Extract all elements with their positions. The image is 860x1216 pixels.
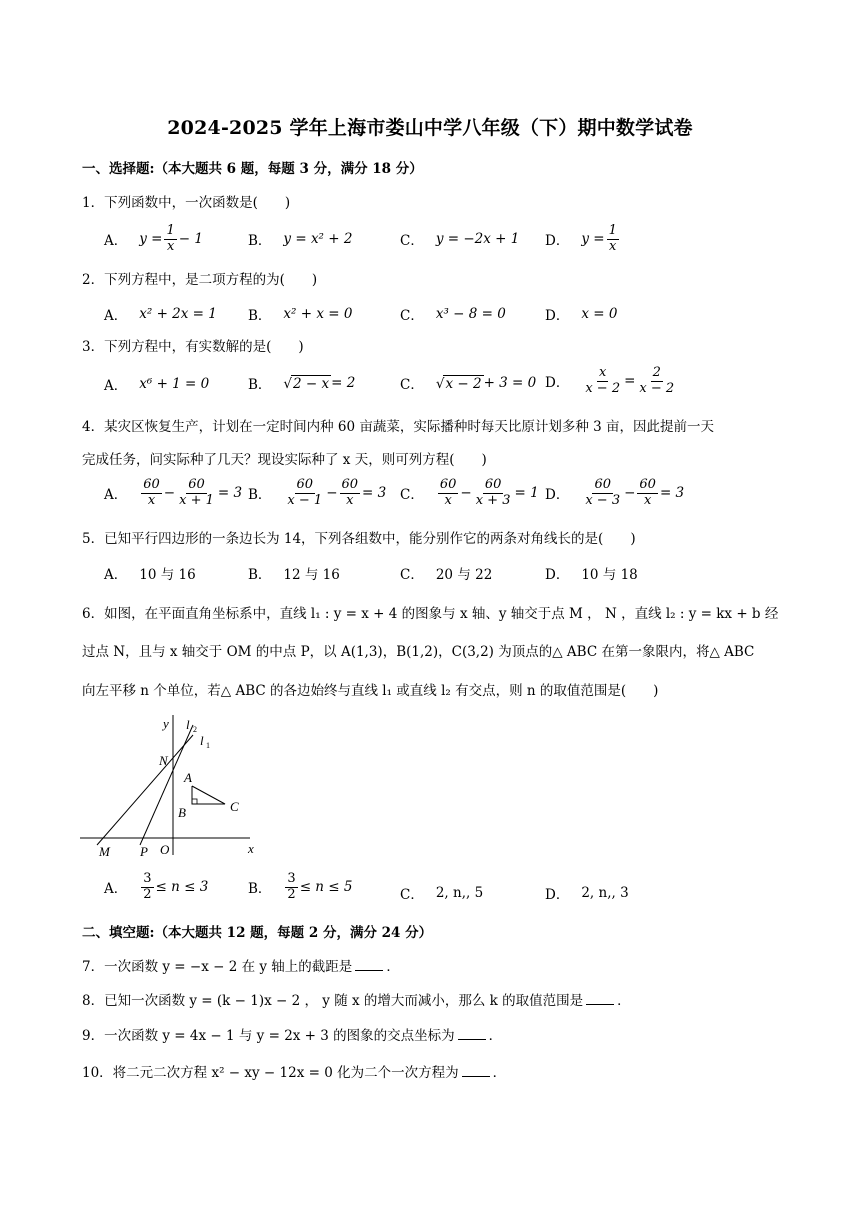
question-2-stem: 2．下列方程中，是二项方程的为( )	[82, 272, 318, 288]
origin-label: O	[160, 842, 170, 857]
section-2-heading: 二、填空题:（本大题共 12 题，每题 2 分，满分 24 分）	[82, 925, 433, 941]
point-c-label: C	[230, 799, 239, 814]
line-l2-label: l	[186, 717, 190, 732]
q1-option-c[interactable]: C． y = −2x + 1	[400, 231, 520, 249]
question-6-stem-line-3: 向左平移 n 个单位，若△ ABC 的各边始终与直线 l₁ 或直线 l₂ 有交点，则 n 的取值范围是( )	[82, 683, 659, 699]
q2-option-c[interactable]: C． x³ − 8 = 0	[400, 306, 506, 324]
question-9: 9．一次函数 y = 4x − 1 与 y = 2x + 3 的图象的交点坐标为 ．	[82, 1028, 503, 1044]
answer-blank[interactable]	[355, 958, 383, 971]
q4-option-a[interactable]: A． $\frac{60}{x}$ − $\frac{60}{x + 1}$ = 3	[104, 477, 243, 508]
q6-option-c[interactable]: C． 2, n,, 5	[400, 885, 484, 903]
x-axis-label: x	[248, 841, 254, 856]
q5-option-b[interactable]: B． 12 与 16	[248, 567, 340, 583]
question-3-stem: 3．下列方程中，有实数解的是( )	[82, 339, 304, 355]
point-n-label: N	[159, 753, 168, 768]
q6-option-d[interactable]: D． 2, n,, 3	[545, 885, 629, 903]
point-a-label: A	[184, 770, 192, 785]
q3-option-c[interactable]: C． √ x − 2 + 3 = 0	[400, 375, 537, 393]
question-6-stem-line-2: 过点 N，且与 x 轴交于 OM 的中点 P，以 A(1,3)，B(1,2)，C(3,2) 为顶点的△ ABC 在第一象限内，将△ ABC	[82, 644, 755, 660]
square-root: √ 2 − x	[283, 375, 330, 392]
q3-option-b[interactable]: B． √ 2 − x = 2	[248, 375, 356, 393]
line-l2-subscript: 2	[193, 725, 197, 734]
fraction: $\frac{1}{x}$	[166, 223, 175, 254]
question-1-stem: 1．下列函数中，一次函数是( )	[82, 195, 291, 211]
q3-option-d[interactable]: D． $\frac{x}{x - 2}$ = $\frac{2}{x - 2}$	[545, 365, 675, 396]
q2-option-a[interactable]: A． x² + 2x = 1	[104, 306, 217, 324]
question-5-stem: 5．已知平行四边形的一条边长为 14，下列各组数中，能分别作它的两条对角线长的是( )	[82, 531, 636, 547]
q2-option-b[interactable]: B． x² + x = 0	[248, 306, 353, 324]
q4-option-b[interactable]: B． $\frac{60}{x - 1}$ − $\frac{60}{x}$ = 3	[248, 477, 387, 508]
q4-option-c[interactable]: C． $\frac{60}{x}$ − $\frac{60}{x + 3}$ = 1	[400, 477, 539, 508]
line-l2	[140, 725, 193, 845]
q1-option-a[interactable]: A． y = $\frac{1}{x}$ − 1	[104, 223, 203, 254]
question-10: 10．将二元二次方程 x² − xy − 12x = 0 化为二个一次方程为 ．	[82, 1065, 507, 1081]
question-8: 8．已知一次函数 y = (k − 1)x − 2 ， y 随 x 的增大而减小，那么 k 的取值范围是 ．	[82, 993, 631, 1009]
q1-option-d[interactable]: D． y = $\frac{1}{x}$	[545, 223, 617, 254]
section-1-heading: 一、选择题:（本大题共 6 题，每题 3 分，满分 18 分）	[82, 161, 423, 177]
point-m-label: M	[99, 844, 110, 859]
line-l1	[97, 735, 193, 845]
q5-option-d[interactable]: D． 10 与 18	[545, 567, 638, 583]
answer-blank[interactable]	[462, 1064, 490, 1077]
point-p-label: P	[140, 844, 148, 859]
answer-blank[interactable]	[586, 992, 614, 1005]
coordinate-figure	[80, 715, 265, 865]
q5-option-c[interactable]: C． 20 与 22	[400, 567, 493, 583]
q6-option-a[interactable]: A． $\frac{3}{2}$ ≤ n ≤ 3	[104, 871, 209, 902]
q6-option-b[interactable]: B． $\frac{3}{2}$ ≤ n ≤ 5	[248, 871, 353, 902]
line-l1-label: l	[200, 733, 204, 748]
fraction: $\frac{1}{x}$	[608, 223, 617, 254]
q3-option-a[interactable]: A． x⁶ + 1 = 0	[104, 376, 210, 394]
q2-option-d[interactable]: D． x = 0	[545, 306, 618, 324]
q4-option-d[interactable]: D． $\frac{60}{x - 3}$ − $\frac{60}{x}$ = 3	[545, 477, 685, 508]
right-angle-mark	[192, 799, 197, 804]
line-l1-subscript: 1	[206, 741, 210, 750]
question-4-stem-line-2: 完成任务，问实际种了几天？现设实际种了 x 天，则可列方程( )	[82, 452, 487, 468]
y-axis-label: y	[163, 716, 169, 731]
question-6-stem-line-1: 6．如图，在平面直角坐标系中，直线 l₁ : y = x + 4 的图象与 x 轴、y 轴交于点 M ， N ，直线 l₂ : y = kx + b 经	[82, 606, 779, 622]
question-7: 7．一次函数 y = −x − 2 在 y 轴上的截距是 ．	[82, 959, 400, 975]
point-b-label: B	[178, 805, 186, 820]
answer-blank[interactable]	[458, 1027, 486, 1040]
question-4-stem-line-1: 4．某灾区恢复生产，计划在一定时间内种 60 亩蔬菜，实际播种时每天比原计划多种 3 亩，因此提前一天	[82, 419, 715, 435]
square-root: √ x − 2	[435, 375, 482, 392]
q5-option-a[interactable]: A． 10 与 16	[104, 567, 196, 583]
q1-option-b[interactable]: B． y = x² + 2	[248, 231, 353, 249]
page-title: 2024-2025 学年上海市娄山中学八年级（下）期中数学试卷	[167, 117, 693, 139]
